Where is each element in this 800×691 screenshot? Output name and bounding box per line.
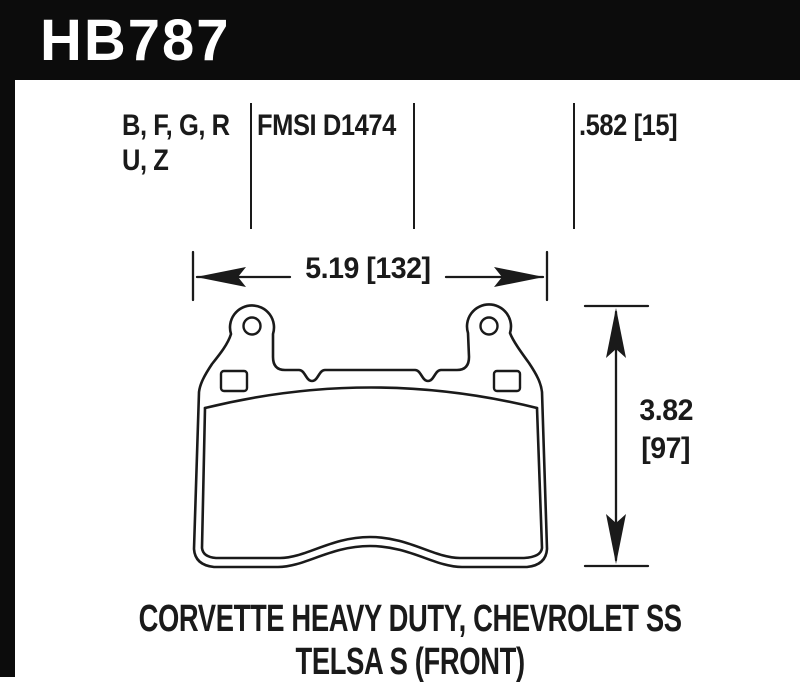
- left-ear-hole: [244, 318, 261, 335]
- right-ear-hole: [481, 318, 498, 335]
- application-line2: TELSA S (FRONT): [295, 641, 525, 683]
- friction-material-contour: [202, 408, 542, 558]
- backing-plate-outline: [194, 304, 547, 567]
- height-value: 3.82: [639, 394, 693, 427]
- width-dimension-label: 5.19 [132]: [305, 252, 431, 285]
- height-value-metric: [97]: [641, 432, 691, 465]
- left-square-hole: [221, 371, 247, 391]
- part-number: HB787: [40, 8, 231, 73]
- height-dimension-label: [616, 392, 716, 468]
- pad-thickness: .582 [15]: [579, 109, 678, 142]
- application-text: [10, 598, 800, 684]
- fmsi-number: FMSI D1474: [257, 109, 396, 142]
- compound-codes-line1: B, F, G, R: [122, 109, 230, 142]
- friction-surface-arc: [205, 388, 537, 409]
- application-line1: CORVETTE HEAVY DUTY, CHEVROLET SS: [138, 598, 682, 640]
- compound-codes-line2: U, Z: [122, 144, 169, 177]
- right-square-hole: [494, 371, 520, 391]
